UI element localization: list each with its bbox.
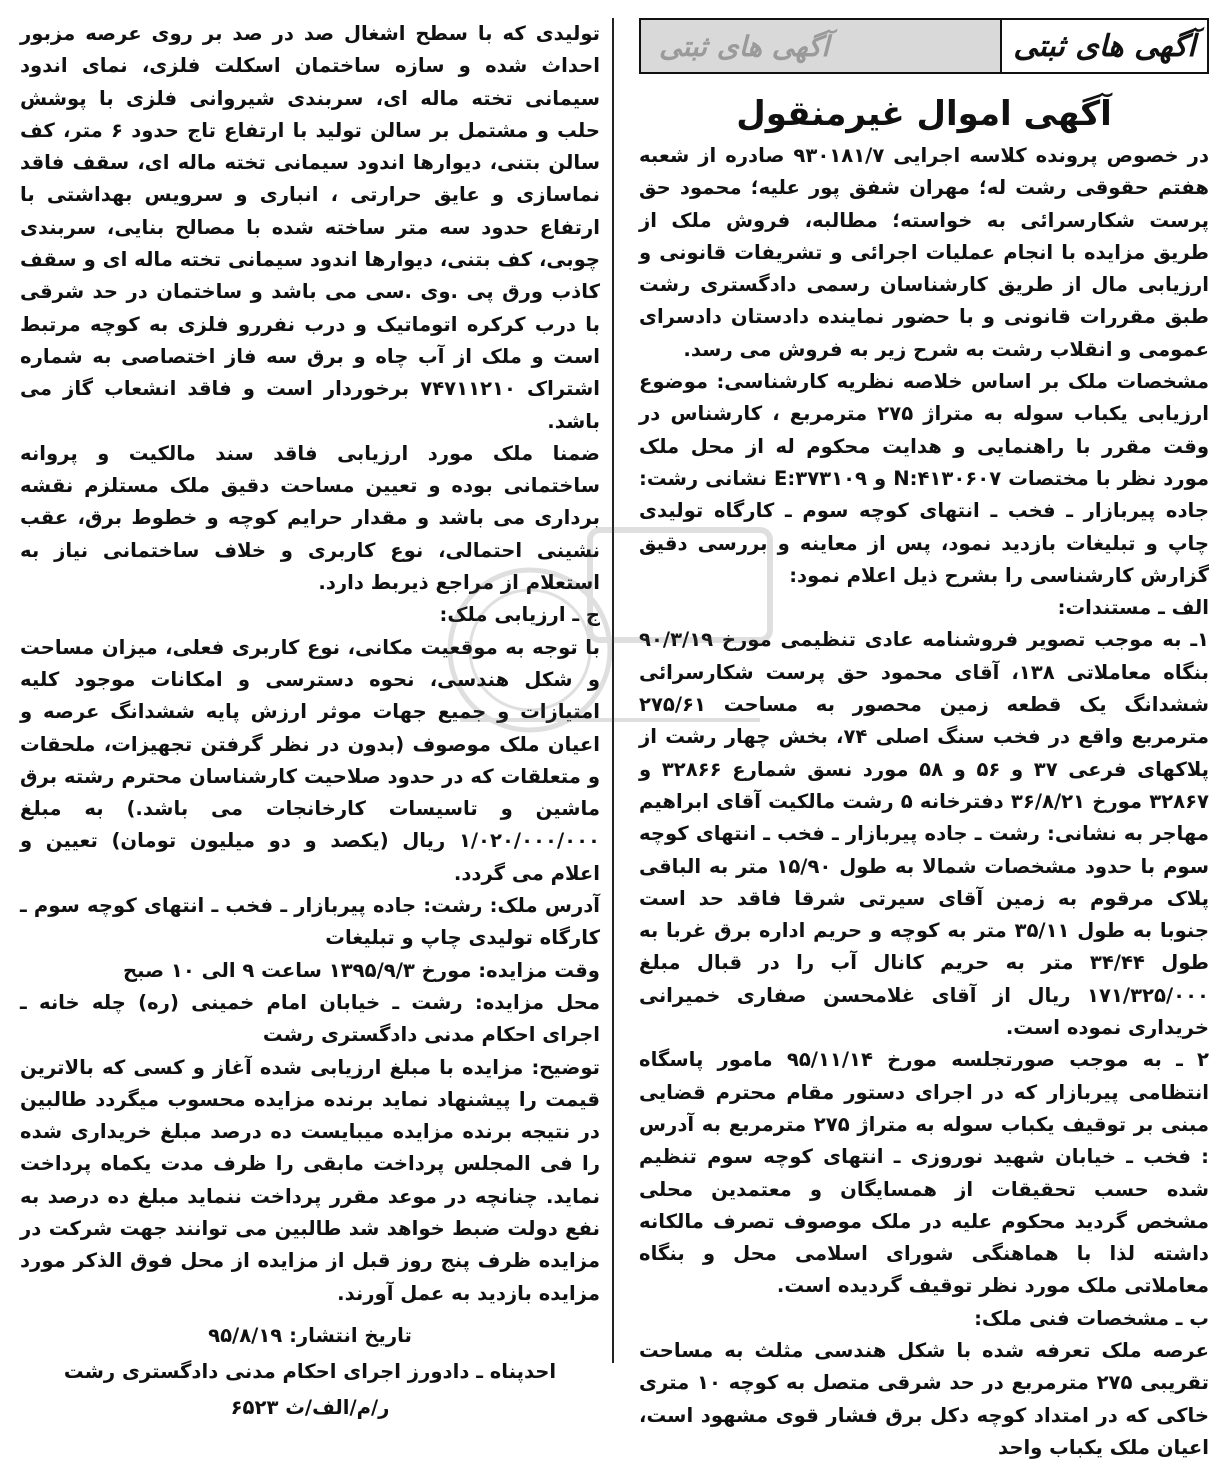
building-paragraph: تولیدی که با سطح اشغال صد در صد بر روی عرصه مزبور احداث شده و سازه ساختمان اسکلت فلزی، نمای اندود سیمانی تخته ماله ای، سربندی شیروانی فلزی با پوشش حلب و مشتمل بر سالن تولید با ارتفاع تاج حدود ۶ متر، کف سالن بتنی، دیوارها اندود سیمانی تخته ماله ای، سقف فاقد نماسازی و عایق حرارتی ، انباری و سرویس بهداشتی با ارتفاع حدود سه متر ساخته شده با مصالح بنایی، سربندی چوبی، کف بتنی، دیوارها اندود سیمانی تخته ماله ای و سقف کاذب ورق پی .وی .سی می باشد و ساختمان در حد شرقی با درب کرکره اتوماتیک و درب نفررو فلزی به کوچه مرتبط است و ملک از آب چاه و برق سه فاز اختصاصی به شماره اشتراک ۷۴۷۱۱۲۱۰ برخوردار است و فاقد انشعاب گاز می باشد. xyxy=(20,22,600,433)
document-2-paragraph: ۲ ـ به موجب صورتجلسه مورخ ۹۵/۱۱/۱۴ مامور پاسگاه انتظامی پیربازار که در اجرای دستور مقام محترم قضایی مبنی بر توقیف یکباب سوله به متراژ ۲۷۵ مترمربع به آدرس : فخب ـ خیابان شهید نوروزی ـ انتهای کوچه سوم تنظیم شده حسب تحقیقات از همسایگان و معتمدین محلی مشخص گردید محکوم علیه در ملک موصوف تصرف مالکانه داشته لذا با هماهنگی شورای اسلامی محل و بنگاه معاملاتی ملک مورد نظر توقیف گردیده است. xyxy=(639,1048,1209,1298)
banner-title: آگهی های ثبتی xyxy=(1000,20,1207,72)
auction-place-paragraph: محل مزایده: رشت ـ خیابان امام خمینی (ره) چله خانه ـ اجرای احکام مدنی دادگستری رشت xyxy=(20,990,600,1047)
address-paragraph: آدرس ملک: رشت: جاده پیربازار ـ فخب ـ انتهای کوچه سوم ـ کارگاه تولیدی چاپ و تبلیغات xyxy=(20,894,600,950)
ownership-paragraph: ضمنا ملک مورد ارزیابی فاقد سند مالکیت و پروانه ساختمانی بوده و تعیین مساحت دقیق ملک مستلزم نقشه برداری می باشد و مقدار حرایم کوچه و خطوط برق، عقب نشینی احتمالی، نوع کاربری و خلاف ساختمانی نیاز به استعلام از مراجع ذیربط دارد. xyxy=(20,441,600,595)
valuation-heading: ج ـ ارزیابی ملک: xyxy=(439,603,600,627)
left-column xyxy=(20,18,600,1419)
right-column xyxy=(639,18,1210,1459)
technical-heading: ب ـ مشخصات فنی ملک: xyxy=(974,1306,1209,1330)
document-1-paragraph: ۱ـ به موجب تصویر فروشنامه عادی تنظیمی مورخ ۹۰/۳/۱۹ بنگاه معاملاتی ۱۳۸، آقای محمود حق پرست شکارسرائی ششدانگ یک قطعه زمین محصور به مساحت ۲۷۵/۶۱ مترمربع واقع در فخب سنگ اصلی ۷۴، بخش چهار رشت از پلاکهای فرعی ۳۷ و ۵۶ و ۵۸ مورد نسق شمارع ۳۲۸۶۶ و ۳۲۸۶۷ مورخ ۳۶/۸/۲۱ دفترخانه ۵ رشت مالکیت آقای ابراهیم مهاجر به نشانی: رشت ـ جاده پیربازار ـ فخب ـ انتهای کوچه سوم با حدود مشخصات شمالا به طول ۱۵/۹۰ متر به الباقی پلاک مرقوم به زمین آقای سیرتی شرقا فاقد حد است جنوبا به طول ۳۵/۱۱ متر به کوچه و حریم اداره برق غربا به طول ۳۴/۴۴ متر به حریم کانال آب را در قبال مبلغ ۱۷۱/۳۲۵/۰۰۰ ریال از آقای غلامحسن صفاری خمیرانی خریداری نموده است. xyxy=(639,628,1210,1040)
auction-time-paragraph: وقت مزایده: مورخ ۱۳۹۵/۹/۳ ساعت ۹ الی ۱۰ صبح xyxy=(123,958,600,982)
notice-title: آگهی اموال غیرمنقول xyxy=(736,94,1112,134)
notice-code: ر/م/الف/ث ۶۵۲۳ xyxy=(230,1395,390,1419)
specs-paragraph: مشخصات ملک بر اساس خلاصه نظریه کارشناسی: موضوع ارزیابی یکباب سوله به متراژ ۲۷۵ مترمربع ، کارشناس در وقت مقرر با راهنمایی و هدایت محکوم له از محل ملک مورد نظر با مختصات N:۴۱۳۰۶۰۷ و E:۳۷۳۱۰۹ نشانی رشت: جاده پیربازار ـ فخب ـ انتهای کوچه سوم ـ کارگاه تولیدی چاپ و تبلیغات بازدید نمود، پس از معاینه و بررسی دقیق گزارش کارشناسی را بشرح ذیل اعلام نمود: xyxy=(639,370,1210,587)
documents-heading: الف ـ مستندات: xyxy=(1057,596,1209,620)
valuation-paragraph: با توجه به موقعیت مکانی، نوع کاربری فعلی، میزان مساحت و شکل هندسی، نحوه دسترسی و امکانات موجود کلیه امتیازات و جمیع جهات موثر ارزش پایه ششدانگ عرصه و اعیان ملک موصوف (بدون در نظر گرفتن تجهیزات، ملحقات و متعلقات که در حدود صلاحیت کارشناسان محترم رشته برق ماشین و تاسیسات کارخانجات می باشد.) به مبلغ ۱/۰۲۰/۰۰۰/۰۰۰ ریال (یکصد و دو میلیون تومان) تعیین و اعلام می گردد. xyxy=(20,635,600,885)
publish-date: تاریخ انتشار: ۹۵/۸/۱۹ xyxy=(208,1323,412,1347)
column-divider xyxy=(612,18,614,1363)
technical-paragraph: عرصه ملک تعرفه شده با شکل هندسی مثلث به مساحت تقریبی ۲۷۵ مترمربع در حد شرقی متصل به کوچه ۱۰ متری خاکی که در امتداد کوچه دکل برق فشار قوی مشهود است، اعیان ملک یکباب واحد xyxy=(639,1338,1209,1459)
section-banner xyxy=(639,18,1209,74)
explanation-paragraph: توضیح: مزایده با مبلغ ارزیابی شده آغاز و کسی که بالاترین قیمت را پیشنهاد نماید برنده مزایده محسوب میگردد طالبین در نتیجه برنده مزایده میبایست ده درصد مبلغ خریداری شده را فی المجلس پرداخت مابقی را ظرف مدت یکماه پرداخت نماید. چنانچه در موعد مقرر پرداخت ننماید مبلغ ده درصد به نفع دولت ضبط خواهد شد طالبین می توانند جهت شرکت در مزایده ظرف پنج روز قبل از مزایده از محل فوق الذکر مورد مزایده بازدید به عمل آورند. xyxy=(20,1055,600,1305)
intro-paragraph: در خصوص پرونده کلاسه اجرایی ۹۳۰۱۸۱/۷ صادره از شعبه هفتم حقوقی رشت له؛ مهران شفق پور علیه؛ محمود حق پرست شکارسرائی به خواسته؛ مطالبه، فروش ملک از طریق مزایده با انجام عملیات اجرائی و تشریفات قانونی و ارزیابی مال از طریق کارشناسان رسمی دادگستری رشت طبق مقررات قانونی و با حضور نماینده دادستان دادسرای عمومی و انقلاب رشت به شرح زیر به فروش می رسد. xyxy=(639,144,1209,361)
signatory: احدپناه ـ دادورز اجرای احکام مدنی دادگستری رشت xyxy=(63,1359,557,1383)
banner-ghost-text: آگهی های ثبتی xyxy=(659,29,830,63)
